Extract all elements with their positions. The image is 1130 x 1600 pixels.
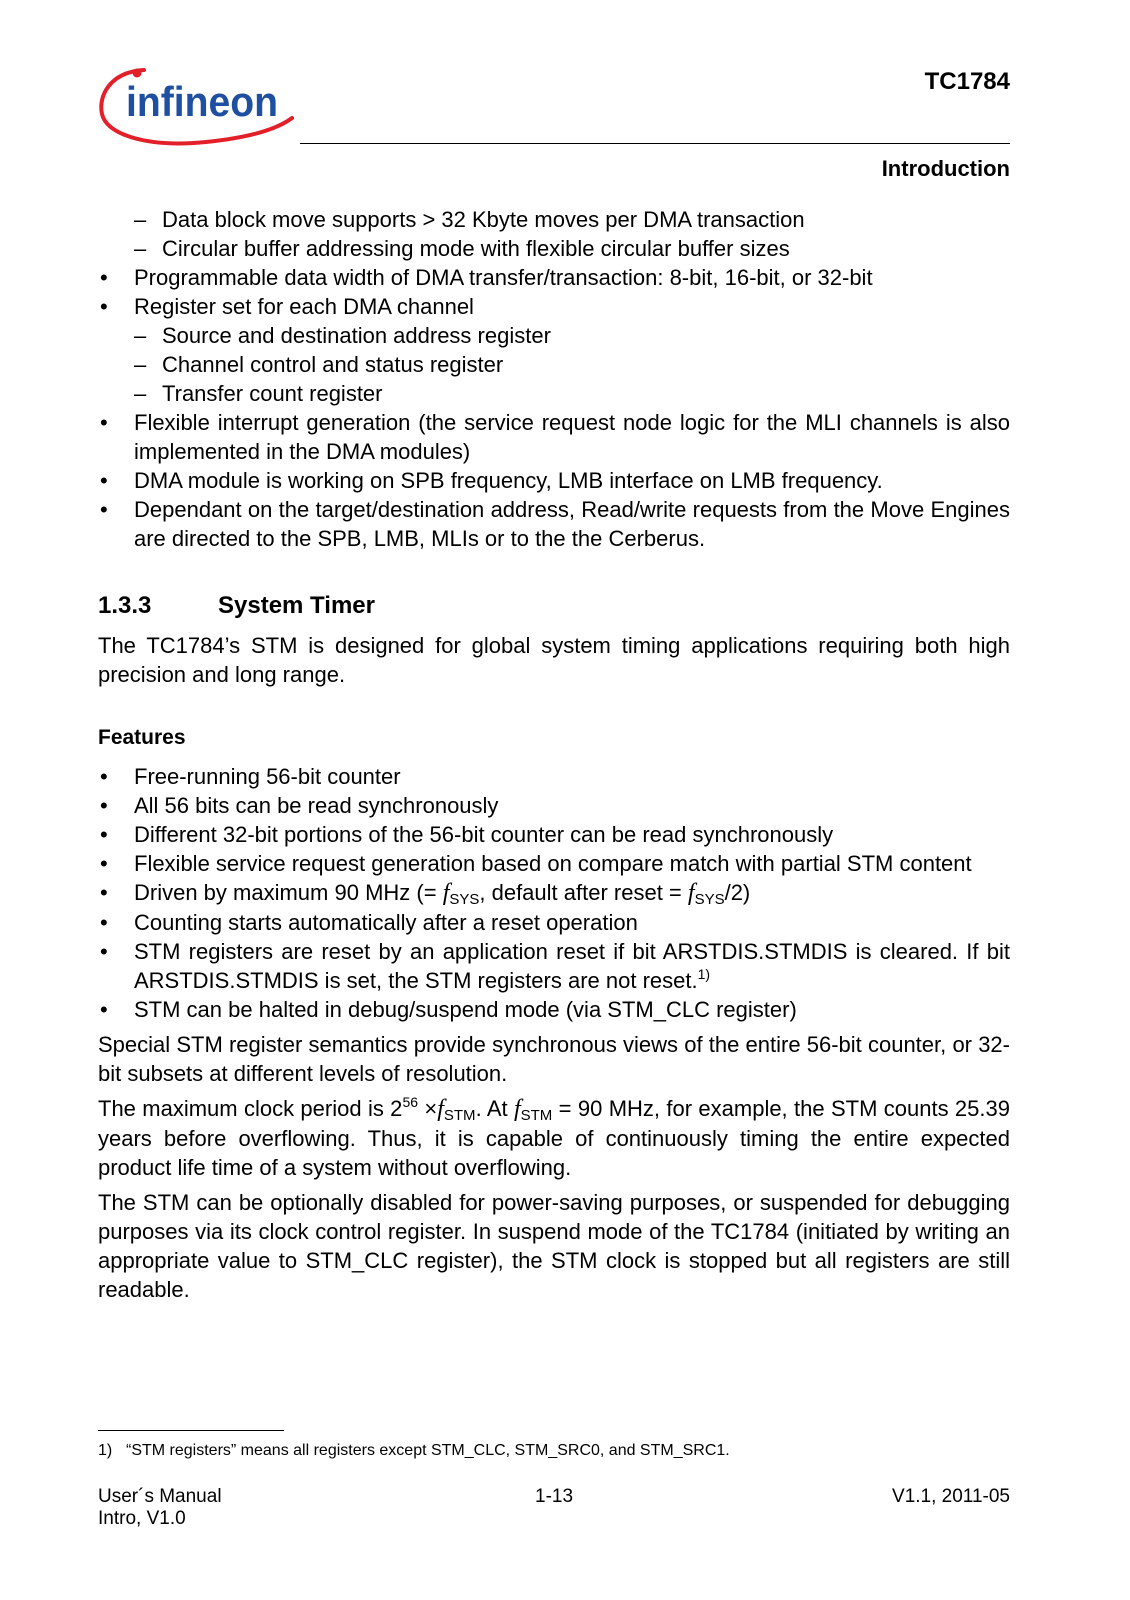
bullet-marker: • xyxy=(100,764,108,789)
doc-version: Intro, V1.0 xyxy=(98,1508,186,1529)
exponent: 56 xyxy=(402,1094,419,1110)
times-sign: × xyxy=(418,1096,438,1121)
chip-name: TC1784 xyxy=(924,68,1010,95)
list-item-text: Counting starts automatically after a reset operation xyxy=(134,910,638,935)
page-number: 1-13 xyxy=(535,1486,574,1507)
footer-left xyxy=(98,1486,222,1530)
semantics-paragraph: Special STM register semantics provide synchronous views of the entire 56-bit counter, or 32-bit subsets at different levels of resolution. xyxy=(98,1032,1010,1086)
bullet-marker: • xyxy=(100,468,108,493)
bullet-marker: • xyxy=(100,851,108,876)
intro-paragraph: The TC1784’s STM is designed for global system timing applications requiring both high precision and long range. xyxy=(98,633,1010,687)
list-item-text: Channel control and status register xyxy=(162,352,504,377)
list-item xyxy=(98,321,1010,350)
f-symbol: f xyxy=(442,880,450,906)
list-item xyxy=(98,292,1010,321)
list-item-text: Free-running 56-bit counter xyxy=(134,764,401,789)
disable-paragraph: The STM can be optionally disabled for power-saving purposes, or suspended for debugging purposes via its clock control register. In suspend mode of the TC1784 (initiated by writing an appropriate value to STM_CLC register), the STM clock is stopped but all registers are still readable. xyxy=(98,1190,1010,1302)
list-item-text: Data block move supports > 32 Kbyte moves per DMA transaction xyxy=(162,207,805,232)
bullet-marker: • xyxy=(100,997,108,1022)
dash-marker: – xyxy=(134,381,147,406)
dash-marker: – xyxy=(134,236,147,261)
f-symbol: f xyxy=(687,880,695,906)
list-item-text: Source and destination address register xyxy=(162,323,551,348)
list-item-text: Programmable data width of DMA transfer/transaction: 8-bit, 16-bit, or 32-bit xyxy=(134,265,873,290)
list-item-text: Register set for each DMA channel xyxy=(134,294,474,319)
page-body xyxy=(98,205,1010,1304)
dash-marker: – xyxy=(134,323,147,348)
stm-subscript: STM xyxy=(443,1107,476,1124)
bullet-marker: • xyxy=(100,822,108,847)
driven-post: /2) xyxy=(724,880,751,905)
footnote-rule xyxy=(98,1430,284,1431)
list-item-text xyxy=(134,880,751,908)
manual-name: User´s Manual xyxy=(98,1486,222,1507)
list-item xyxy=(98,350,1010,379)
bullet-marker: • xyxy=(100,793,108,818)
list-item xyxy=(98,495,1010,553)
period-pre: The maximum clock period is 2 xyxy=(98,1096,403,1121)
list-item-text: Transfer count register xyxy=(162,381,383,406)
chapter-name: Introduction xyxy=(881,156,1010,181)
section-heading xyxy=(98,591,1010,621)
list-item xyxy=(98,820,1010,849)
list-item xyxy=(98,408,1010,466)
bullet-marker: • xyxy=(100,410,108,435)
period-paragraph xyxy=(98,1094,1010,1182)
bullet-marker: • xyxy=(100,880,108,905)
features-heading: Features xyxy=(98,726,186,749)
list-item-text: Circular buffer addressing mode with flexible circular buffer sizes xyxy=(162,236,790,261)
bullet-marker: • xyxy=(100,939,108,964)
list-item-text: STM can be halted in debug/suspend mode (via STM_CLC register) xyxy=(134,997,797,1022)
footnote-text: “STM registers” means all registers except STM_CLC, STM_SRC0, and STM_SRC1. xyxy=(126,1442,730,1459)
sys-subscript: SYS xyxy=(694,891,725,908)
list-item xyxy=(98,466,1010,495)
footnote xyxy=(98,1440,730,1462)
stm-subscript: STM xyxy=(520,1107,553,1124)
section-number: 1.3.3 xyxy=(98,592,152,619)
sys-subscript: SYS xyxy=(449,891,480,908)
list-item xyxy=(98,878,1010,908)
list-item-text: Different 32-bit portions of the 56-bit counter can be read synchronously xyxy=(134,822,834,847)
list-item xyxy=(98,762,1010,791)
list-item xyxy=(98,908,1010,937)
list-item xyxy=(98,205,1010,234)
list-item xyxy=(98,263,1010,292)
driven-pre: Driven by maximum 90 MHz (= xyxy=(134,880,443,905)
list-item-text xyxy=(134,939,1010,993)
f-symbol: f xyxy=(437,1096,444,1122)
list-item xyxy=(98,937,1010,995)
driven-mid: , default after reset = xyxy=(479,880,688,905)
list-item-text: Dependant on the target/destination address, Read/write requests from the Move Engines are directed to the SPB, LMB, MLIs or to the the Cerberus. xyxy=(134,497,1010,551)
release-version: V1.1, 2011-05 xyxy=(892,1486,1010,1507)
list-item-text: DMA module is working on SPB frequency, LMB interface on LMB frequency. xyxy=(134,468,883,493)
list-item-text: All 56 bits can be read synchronously xyxy=(134,793,499,818)
stm-feature-list xyxy=(98,762,1010,1024)
list-item-text: Flexible interrupt generation (the service request node logic for the MLI channels is also implemented in the DMA modules) xyxy=(134,410,1010,464)
list-item xyxy=(98,849,1010,878)
logo-wordmark: infineon xyxy=(126,78,278,125)
list-item xyxy=(98,234,1010,263)
period-post: = 90 MHz, for example, the STM counts 25.39 years before overflowing. Thus, it is capable of continuously timing the entire expected product life time of a system without overflowing. xyxy=(98,1096,1010,1180)
dash-marker: – xyxy=(134,207,147,232)
dma-feature-list xyxy=(98,205,1010,553)
bullet-marker: • xyxy=(100,497,108,522)
stm-reset-text: STM registers are reset by an application reset if bit ARSTDIS.STMDIS is cleared. If bit ARSTDIS.STMDIS is set, the STM registers are not reset. xyxy=(134,939,1010,993)
bullet-marker: • xyxy=(100,294,108,319)
period-mid: . At xyxy=(475,1096,514,1121)
bullet-marker: • xyxy=(100,265,108,290)
dash-marker: – xyxy=(134,352,147,377)
header-rule xyxy=(300,143,1010,144)
list-item-text: Flexible service request generation based on compare match with partial STM content xyxy=(134,851,972,876)
footnote-number: 1) xyxy=(98,1442,113,1459)
list-item xyxy=(98,995,1010,1024)
list-item xyxy=(98,379,1010,408)
bullet-marker: • xyxy=(100,910,108,935)
list-item xyxy=(98,791,1010,820)
section-title: System Timer xyxy=(218,592,375,619)
footnote-reference: 1) xyxy=(697,966,711,982)
f-symbol: f xyxy=(513,1096,521,1122)
infineon-logo xyxy=(96,56,296,148)
